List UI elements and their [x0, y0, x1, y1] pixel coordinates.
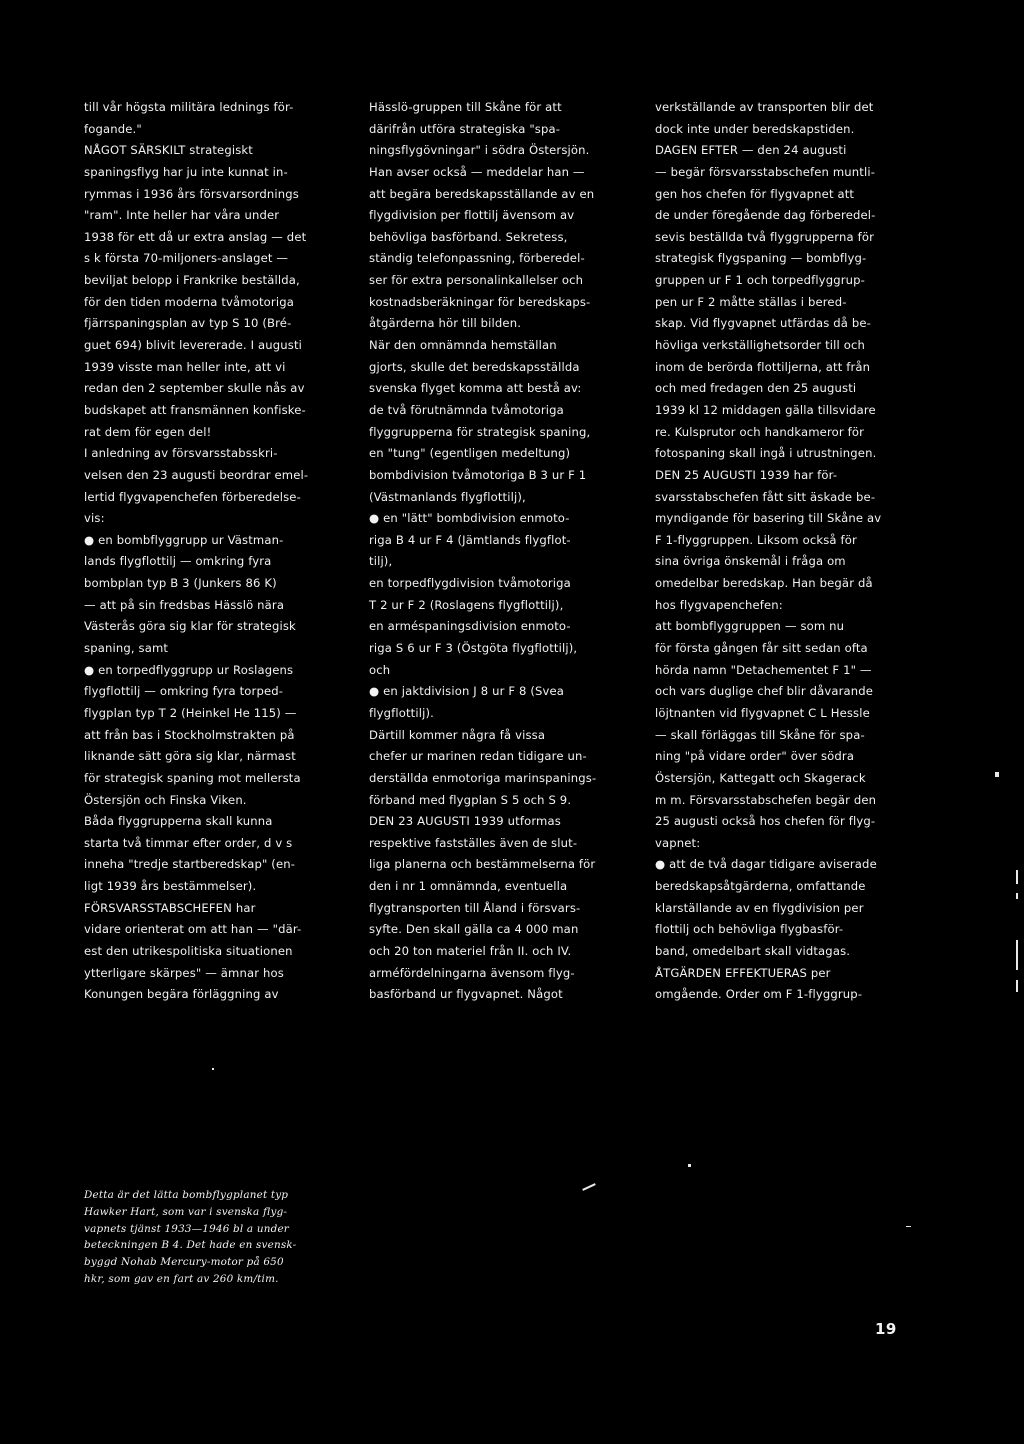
text-line: Östersjön och Finska Viken.	[84, 792, 247, 807]
text-line: 1939 kl 12 middagen gälla tillsvidare	[655, 402, 876, 417]
text-line: derställda enmotoriga marinspanings-	[369, 770, 597, 785]
text-line: ● en bombflyggrupp ur Västman-	[84, 532, 284, 547]
text-line: velsen den 23 augusti beordrar emel-	[84, 467, 309, 482]
text-line: ● en torpedflyggrupp ur Roslagens	[84, 662, 294, 677]
caption-line: beteckningen B 4. Det hade en svensk-	[84, 1239, 297, 1252]
text-line: därifrån utföra strategiska "spa-	[369, 121, 561, 136]
text-line: de två förutnämnda tvåmotoriga	[369, 402, 564, 417]
text-line: sevis beställda två flyggrupperna för	[655, 229, 874, 244]
text-line: åtgärderna hör till bilden.	[369, 316, 522, 331]
text-line: Västerås göra sig klar för strategisk	[84, 619, 296, 634]
text-line: Han avser också — meddelar han —	[369, 164, 585, 179]
text-line: fogande."	[84, 121, 142, 136]
text-line: hövliga verkställighetsorder till och	[655, 338, 866, 353]
text-line: — skall förläggas till Skåne för spa-	[655, 727, 865, 742]
text-line: Konungen begära förläggning av	[84, 987, 279, 1002]
text-line: Båda flyggrupperna skall kunna	[84, 814, 273, 829]
text-line: — att på sin fredsbas Hässlö nära	[84, 597, 285, 612]
text-line: ● en jaktdivision J 8 ur F 8 (Svea	[369, 684, 565, 699]
text-line: dock inte under beredskapstiden.	[655, 121, 855, 136]
page-number: 19	[875, 1320, 897, 1338]
text-line: fjärrspaningsplan av typ S 10 (Bré-	[84, 316, 292, 331]
text-line: DEN 23 AUGUSTI 1939 utformas	[369, 814, 561, 829]
text-line: att begära beredskapsställande av en	[369, 186, 595, 201]
text-line: de under föregående dag förberedel-	[655, 208, 876, 223]
scan-speck	[688, 1164, 691, 1167]
text-line: att bombflyggruppen — som nu	[655, 619, 845, 634]
text-line: den i nr 1 omnämnda, eventuella	[369, 879, 568, 894]
scan-speck	[1016, 940, 1018, 970]
scan-speck	[906, 1226, 911, 1227]
caption-line: vapnets tjänst 1933—1946 bl a under	[84, 1222, 289, 1235]
text-column-middle	[369, 97, 633, 1006]
text-line: liknande sätt göra sig klar, närmast	[84, 749, 296, 764]
text-line: — begär försvarsstabschefen muntli-	[655, 164, 876, 179]
text-line: riga B 4 ur F 4 (Jämtlands flygflot-	[369, 532, 571, 547]
text-line: budskapet att fransmännen konfiske-	[84, 402, 306, 417]
text-line: Därtill kommer några få vissa	[369, 727, 546, 742]
text-line: m m. Försvarsstabschefen begär den	[655, 792, 877, 807]
text-line: Hässlö-gruppen till Skåne för att	[369, 100, 562, 114]
text-line: ser för extra personalinkallelser och	[369, 273, 584, 288]
text-line: F 1-flyggruppen. Liksom också för	[655, 532, 857, 547]
text-line: liga planerna och bestämmelserna för	[369, 857, 596, 872]
text-line: vapnet:	[655, 835, 701, 850]
text-line: arméfördelningarna ävensom flyg-	[369, 965, 575, 980]
text-line: beviljat belopp i Frankrike beställda,	[84, 273, 300, 288]
text-line: gruppen ur F 1 och torpedflyggrup-	[655, 273, 865, 288]
text-line: ning "på vidare order" över södra	[655, 749, 855, 764]
text-line: band, omedelbart skall vidtagas.	[655, 943, 851, 958]
text-line: för strategisk spaning mot mellersta	[84, 770, 301, 785]
text-line: gen hos chefen för flygvapnet att	[655, 186, 855, 201]
text-line: flottilj och behövliga flygbasför-	[655, 922, 844, 937]
text-line: gjorts, skulle det beredskapsställda	[369, 359, 580, 374]
text-line: svarsstabschefen fått sitt äskade be-	[655, 489, 876, 504]
text-line: lertid flygvapenchefen förberedelse-	[84, 489, 301, 504]
image-caption	[84, 1187, 364, 1288]
text-line: starta två timmar efter order, d v s	[84, 835, 293, 850]
text-line: DAGEN EFTER — den 24 augusti	[655, 143, 847, 158]
caption-line: byggd Nohab Mercury-motor på 650	[84, 1256, 284, 1269]
text-line: beredskapsåtgärderna, omfattande	[655, 879, 866, 894]
text-line: flygflottilj).	[369, 705, 434, 720]
text-line: respektive fastställes även de slut-	[369, 835, 578, 850]
text-line: ytterligare skärpes" — ämnar hos	[84, 965, 284, 980]
text-line: Östersjön, Kattegatt och Skagerack	[655, 770, 866, 785]
text-line: inom de berörda flottiljerna, att från	[655, 359, 871, 374]
caption-line: Hawker Hart, som var i svenska flyg-	[84, 1205, 288, 1218]
text-column-right	[655, 97, 921, 1006]
text-line: guet 694) blivit levererade. I augusti	[84, 338, 303, 353]
scan-speck	[212, 1068, 214, 1070]
text-line: ● en "lätt" bombdivision enmoto-	[369, 511, 570, 526]
text-line: bombdivision tvåmotoriga B 3 ur F 1	[369, 467, 587, 482]
text-line: en "tung" (egentligen medeltung)	[369, 446, 571, 461]
text-line: sina övriga önskemål i fråga om	[655, 554, 846, 569]
text-line: rymmas i 1936 års försvarsordnings	[84, 186, 299, 201]
text-line: myndigande för basering till Skåne av	[655, 511, 882, 526]
text-line: rat dem för egen del!	[84, 424, 212, 439]
text-line: riga S 6 ur F 3 (Östgöta flygflottilj),	[369, 641, 578, 656]
text-line: När den omnämnda hemställan	[369, 338, 557, 353]
text-line: för första gången får sitt sedan ofta	[655, 641, 868, 656]
text-line: och	[369, 662, 391, 677]
caption-line: hkr, som gav en fart av 260 km/tim.	[84, 1272, 279, 1285]
text-line: DEN 25 AUGUSTI 1939 har för-	[655, 467, 838, 482]
text-column-left	[84, 97, 348, 1006]
text-line: NÅGOT SÄRSKILT strategiskt	[84, 143, 253, 158]
scan-speck	[1016, 980, 1018, 992]
text-line: flygtransporten till Åland i försvars-	[369, 900, 581, 915]
text-line: est den utrikespolitiska situationen	[84, 943, 293, 958]
text-line: verkställande av transporten blir det	[655, 100, 874, 114]
text-line: vidare orienterat om att han — "där-	[84, 922, 302, 937]
text-line: kostnadsberäkningar för beredskaps-	[369, 294, 591, 309]
text-line: behövliga basförband. Sekretess,	[369, 229, 568, 244]
scan-speck	[582, 1183, 596, 1191]
text-line: chefer ur marinen redan tidigare un-	[369, 749, 587, 764]
text-line: lands flygflottilj — omkring fyra	[84, 554, 272, 569]
text-line: "ram". Inte heller har våra under	[84, 208, 280, 223]
text-line: svenska flyget komma att bestå av:	[369, 381, 582, 396]
text-line: omgående. Order om F 1-flyggrup-	[655, 987, 863, 1002]
text-line: flygdivision per flottilj ävensom av	[369, 208, 575, 223]
scan-speck	[1016, 893, 1018, 899]
text-line: och 20 ton materiel från II. och IV.	[369, 943, 572, 958]
text-line: (Västmanlands flygflottilj),	[369, 489, 526, 504]
text-line: re. Kulsprutor och handkameror för	[655, 424, 865, 439]
text-line: 25 augusti också hos chefen för flyg-	[655, 814, 876, 829]
scan-speck	[1016, 870, 1018, 884]
text-line: flygplan typ T 2 (Heinkel He 115) —	[84, 705, 297, 720]
text-line: tilj),	[369, 554, 393, 569]
text-line: inneha "tredje startberedskap" (en-	[84, 857, 296, 872]
text-line: hörda namn "Detachementet F 1" —	[655, 662, 872, 677]
text-line: löjtnanten vid flygvapnet C L Hessle	[655, 705, 870, 720]
text-line: förband med flygplan S 5 och S 9.	[369, 792, 572, 807]
text-line: klarställande av en flygdivision per	[655, 900, 864, 915]
text-line: omedelbar beredskap. Han begär då	[655, 576, 873, 591]
text-line: fotospaning skall ingå i utrustningen.	[655, 446, 877, 461]
text-line: att från bas i Stockholmstrakten på	[84, 727, 295, 742]
text-line: basförband ur flygvapnet. Något	[369, 987, 563, 1002]
text-line: ningsflygövningar" i södra Östersjön.	[369, 143, 590, 158]
text-line: T 2 ur F 2 (Roslagens flygflottilj),	[369, 597, 564, 612]
text-line: ● att de två dagar tidigare aviserade	[655, 857, 877, 872]
text-line: redan den 2 september skulle nås av	[84, 381, 305, 396]
text-line: en arméspaningsdivision enmoto-	[369, 619, 571, 634]
scan-speck	[995, 772, 999, 777]
text-line: bombplan typ B 3 (Junkers 86 K)	[84, 576, 277, 591]
text-line: en torpedflygdivision tvåmotoriga	[369, 576, 571, 591]
text-line: och med fredagen den 25 augusti	[655, 381, 857, 396]
text-line: vis:	[84, 511, 105, 526]
text-line: strategisk flygspaning — bombflyg-	[655, 251, 867, 266]
text-line: syfte. Den skall gälla ca 4 000 man	[369, 922, 579, 937]
text-line: ligt 1939 års bestämmelser).	[84, 879, 257, 894]
text-line: för den tiden moderna tvåmotoriga	[84, 294, 294, 309]
text-line: flygflottilj — omkring fyra torped-	[84, 684, 284, 699]
text-line: ständig telefonpassning, förberedel-	[369, 251, 585, 266]
text-line: 1939 visste man heller inte, att vi	[84, 359, 286, 374]
text-line: I anledning av försvarsstabsskri-	[84, 446, 278, 461]
text-line: s k första 70-miljoners-anslaget —	[84, 251, 289, 266]
text-line: pen ur F 2 måtte ställas i bered-	[655, 294, 847, 309]
caption-line: Detta är det lätta bombflygplanet typ	[84, 1189, 289, 1201]
text-line: och vars duglige chef blir dåvarande	[655, 684, 874, 699]
text-line: spaningsflyg har ju inte kunnat in-	[84, 164, 288, 179]
text-line: FÖRSVARSSTABSCHEFEN har	[84, 900, 256, 915]
text-line: till vår högsta militära lednings för-	[84, 100, 294, 114]
text-line: 1938 för ett då ur extra anslag — det	[84, 229, 307, 244]
text-line: spaning, samt	[84, 641, 169, 656]
text-line: flyggrupperna för strategisk spaning,	[369, 424, 591, 439]
text-line: skap. Vid flygvapnet utfärdas då be-	[655, 316, 871, 331]
text-line: ÅTGÄRDEN EFFEKTUERAS per	[655, 965, 831, 980]
text-line: hos flygvapenchefen:	[655, 597, 783, 612]
